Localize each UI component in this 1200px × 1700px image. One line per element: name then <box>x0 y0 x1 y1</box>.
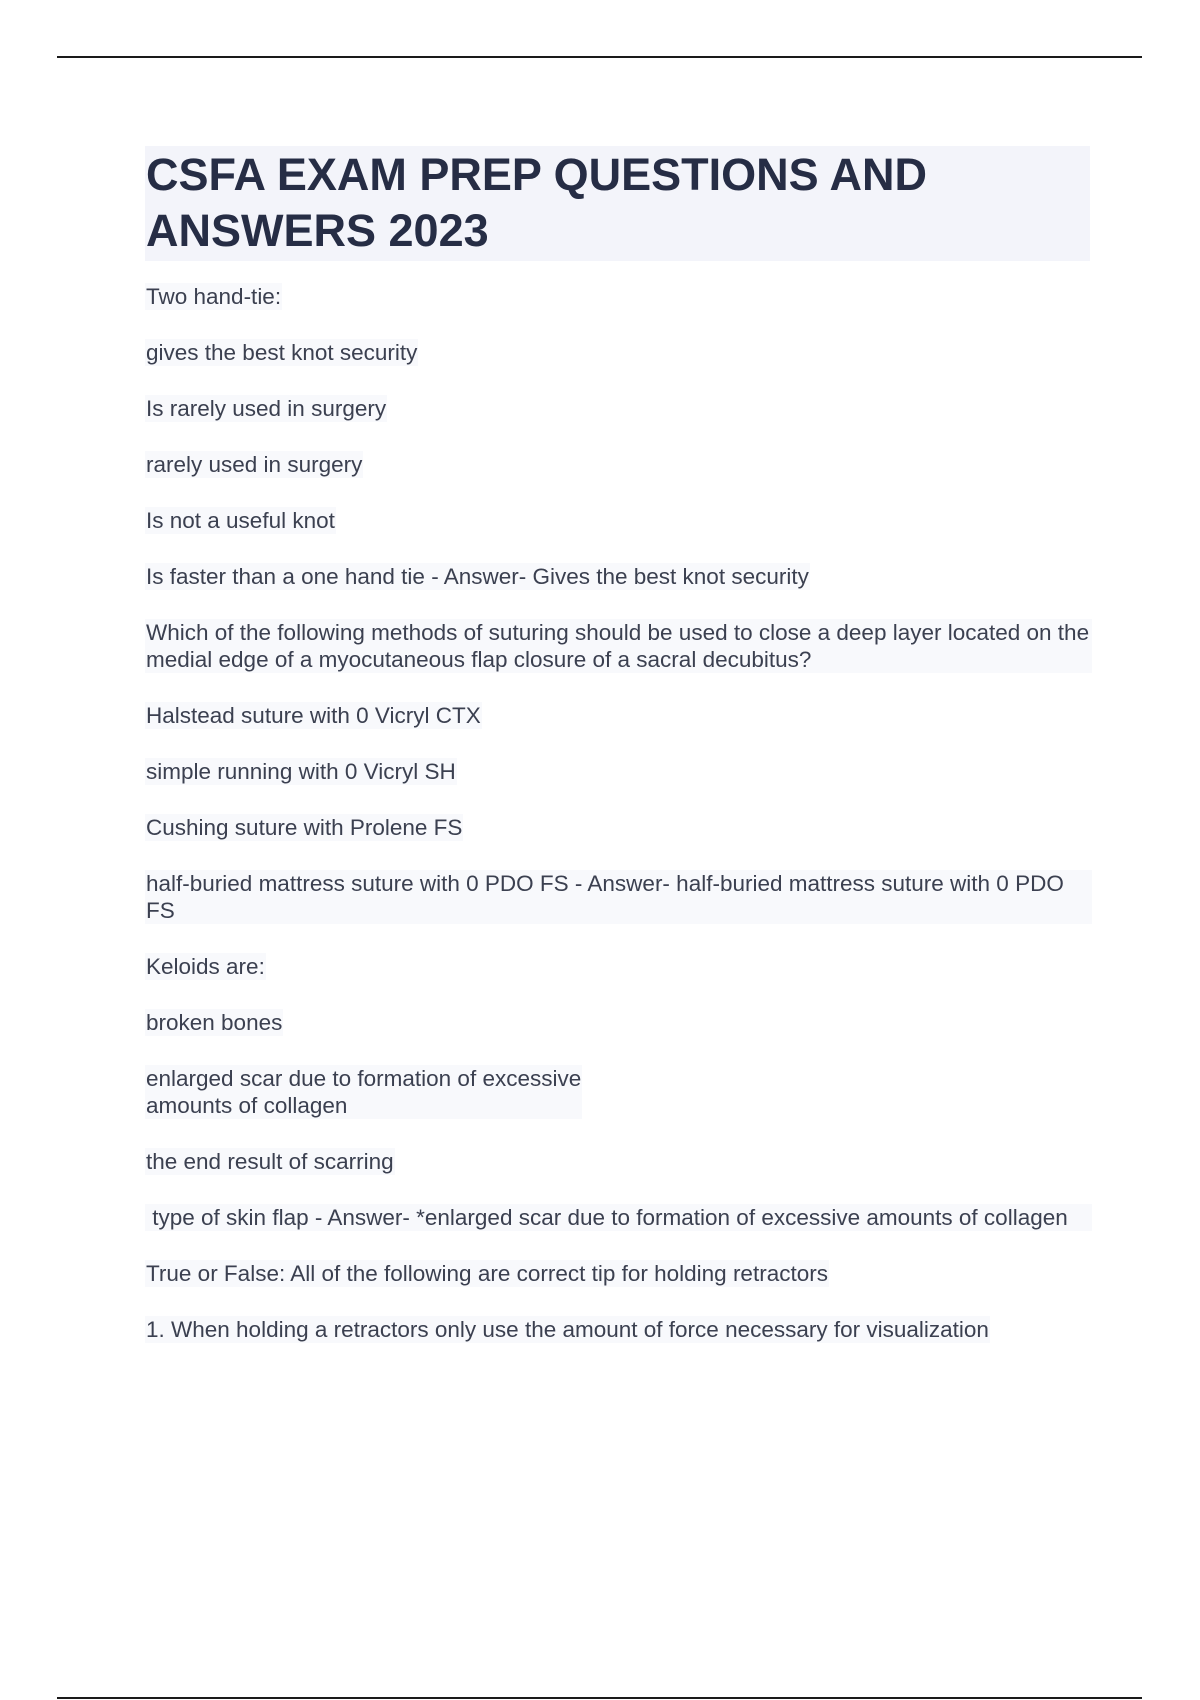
text-line-option: rarely used in surgery <box>146 452 363 477</box>
document-body <box>145 146 1096 1372</box>
text-line-answer: half-buried mattress suture with 0 PDO FS - Answer- half-buried mattress suture with 0 PDO FS <box>145 870 1092 924</box>
text-line-option: 1. When holding a retractors only use the amount of force necessary for visualization <box>146 1317 989 1342</box>
text-line-option: Halstead suture with 0 Vicryl CTX <box>146 703 481 728</box>
text-line-option: the end result of scarring <box>146 1149 394 1174</box>
text-line-option: simple running with 0 Vicryl SH <box>146 759 456 784</box>
text-line-answer: Is faster than a one hand tie - Answer- Gives the best knot security <box>146 564 809 589</box>
document-title: CSFA EXAM PREP QUESTIONS AND ANSWERS 2023 <box>145 146 1090 261</box>
text-line-option: Cushing suture with Prolene FS <box>146 815 463 840</box>
text-line-option: Is rarely used in surgery <box>146 396 387 421</box>
text-line-question: True or False: All of the following are correct tip for holding retractors <box>146 1261 828 1286</box>
text-line-option: enlarged scar due to formation of excessive amounts of collagen <box>146 1066 582 1118</box>
text-line-question: Which of the following methods of suturing should be used to close a deep layer located on the medial edge of a myocutaneous flap closure of a sacral decubitus? <box>146 620 1096 672</box>
header-rule <box>57 56 1142 58</box>
footer-rule <box>57 1697 1142 1699</box>
text-line-option: Is not a useful knot <box>146 508 335 533</box>
text-line-question: Two hand-tie: <box>146 284 282 309</box>
text-line-answer: type of skin flap - Answer- *enlarged scar due to formation of excessive amounts of collagen <box>145 1204 1092 1231</box>
text-line-option: gives the best knot security <box>146 340 418 365</box>
text-line-option: broken bones <box>146 1010 283 1035</box>
text-line-question: Keloids are: <box>146 954 265 979</box>
qa-lines <box>145 283 1096 1343</box>
